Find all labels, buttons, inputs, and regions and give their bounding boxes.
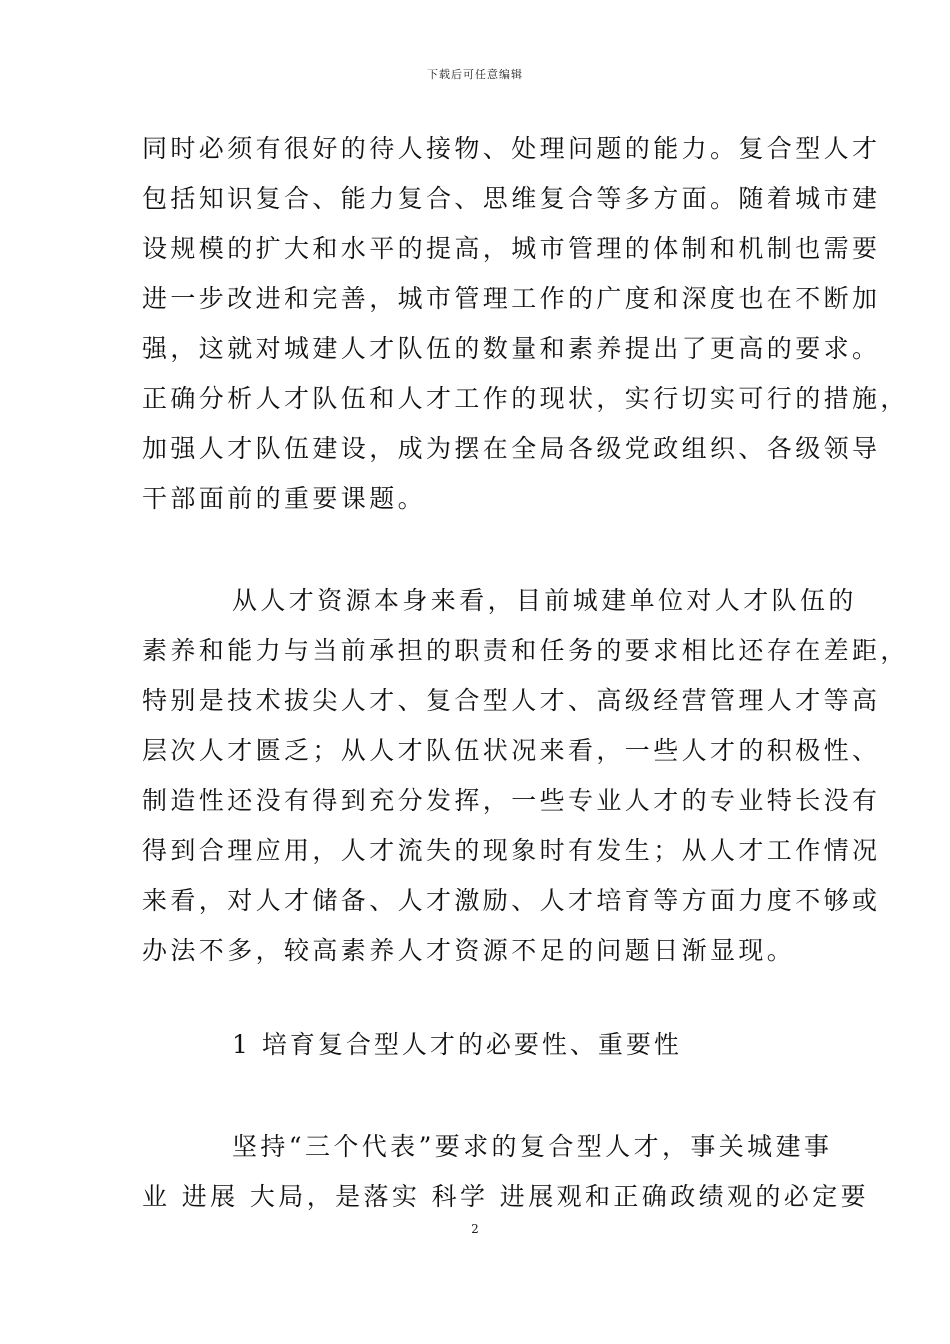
page-header: 下载后可任意编辑 — [427, 68, 523, 81]
paragraph-line: 特别是技术拔尖人才、复合型人才、高级经营管理人才等高 — [142, 686, 881, 715]
paragraph-line: 来看，对人才储备、人才激励、人才培育等方面力度不够或 — [142, 886, 881, 915]
paragraph-3 — [142, 1122, 869, 1222]
paragraph-1 — [142, 124, 909, 524]
paragraph-line: 设规模的扩大和水平的提高，城市管理的体制和机制也需要 — [142, 234, 881, 263]
paragraph-line: 从人才资源本身来看，目前城建单位对人才队伍的 — [232, 586, 857, 615]
paragraph-line: 加强人才队伍建设，成为摆在全局各级党政组织、各级领导 — [142, 434, 881, 463]
paragraph-line: 同时必须有很好的待人接物、处理问题的能力。复合型人才 — [142, 134, 881, 163]
paragraph-line: 素养和能力与当前承担的职责和任务的要求相比还存在差距， — [142, 636, 909, 665]
paragraph-line: 进一步改进和完善，城市管理工作的广度和深度也在不断加 — [142, 284, 881, 313]
paragraph-line: 办法不多，较高素养人才资源不足的问题日渐显现。 — [142, 936, 796, 965]
section-heading: 1 培育复合型人才的必要性、重要性 — [232, 1030, 682, 1059]
page-number: 2 — [471, 1222, 479, 1236]
paragraph-2 — [142, 576, 909, 976]
paragraph-line: 正确分析人才队伍和人才工作的现状，实行切实可行的措施， — [142, 384, 909, 413]
paragraph-line: 坚持“三个代表”要求的复合型人才，事关城建事 — [232, 1132, 833, 1161]
paragraph-line: 包括知识复合、能力复合、思维复合等多方面。随着城市建 — [142, 184, 881, 213]
paragraph-line: 业 进展 大局，是落实 科学 进展观和正确政绩观的必定要 — [142, 1182, 869, 1211]
paragraph-line: 得到合理应用，人才流失的现象时有发生；从人才工作情况 — [142, 836, 881, 865]
paragraph-line: 层次人才匮乏；从人才队伍状况来看，一些人才的积极性、 — [142, 736, 881, 765]
paragraph-line: 制造性还没有得到充分发挥，一些专业人才的专业特长没有 — [142, 786, 881, 815]
paragraph-line: 干部面前的重要课题。 — [142, 484, 427, 513]
paragraph-line: 强，这就对城建人才队伍的数量和素养提出了更高的要求。 — [142, 334, 881, 363]
